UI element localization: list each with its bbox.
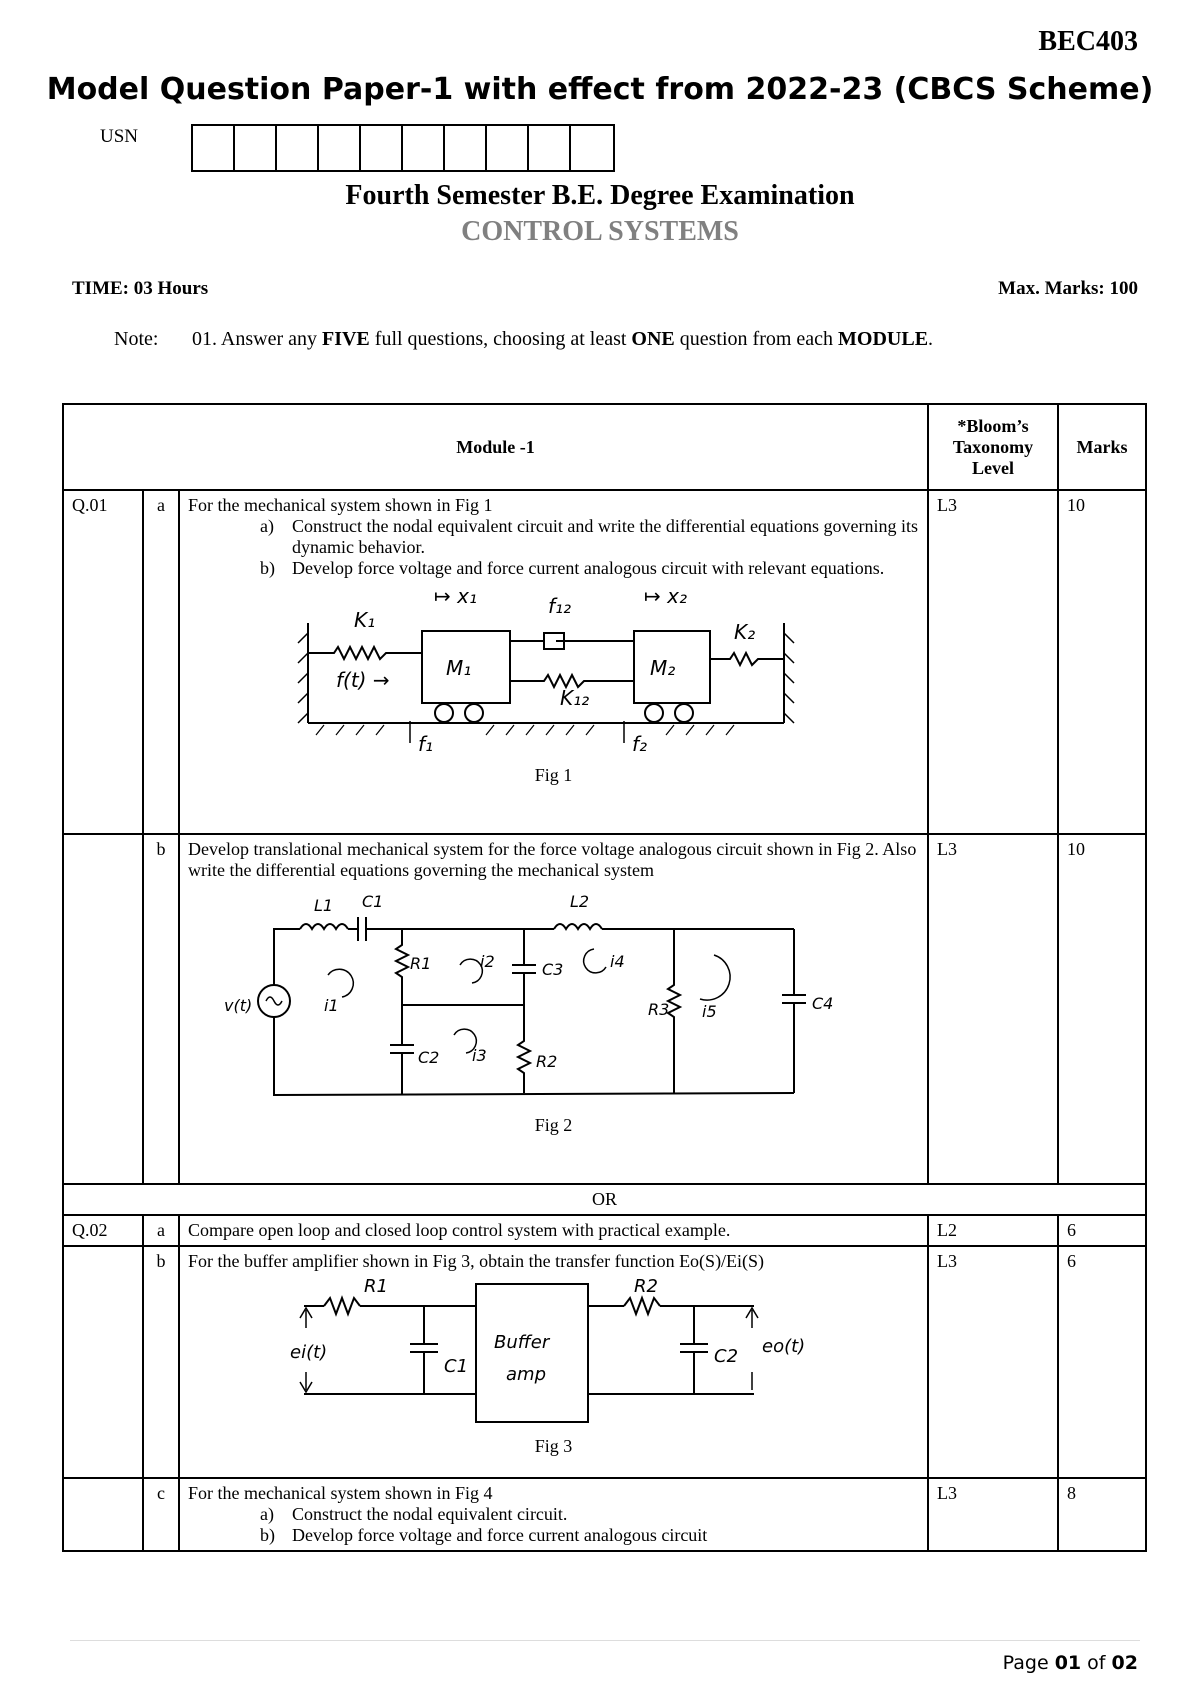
fig1-label: K₁₂ (559, 686, 589, 710)
sub-question: c (143, 1478, 179, 1551)
fig2-label: L2 (569, 892, 589, 911)
fig3-label: R1 (363, 1276, 388, 1297)
table-row (63, 490, 1146, 834)
fig1-label: M₂ (649, 656, 675, 680)
fig2-label: i5 (701, 1002, 717, 1021)
table-row (63, 1478, 1146, 1551)
fig2-label: R1 (409, 954, 431, 973)
course-code: BEC403 (1038, 26, 1138, 57)
fig3-label: Buffer (493, 1332, 549, 1353)
fig2-label: v(t) (223, 996, 252, 1015)
fig1-label: M₁ (445, 656, 471, 680)
fig3-label: C2 (713, 1346, 738, 1367)
table-row (63, 1215, 1146, 1246)
fig2-electrical-circuit (223, 885, 854, 1115)
table-row (63, 1246, 1146, 1478)
blooms-level: L2 (928, 1215, 1058, 1246)
fig1-label: ↦ x₂ (643, 584, 687, 608)
question-text: For the buffer amplifier shown in Fig 3, obtain the transfer function Eo(S)/Ei(S) R1 R2 C1 C2 ei(t) eo(t) Buffer amp Fig 3 (179, 1246, 928, 1478)
question-text: For the mechanical system shown in Fig 1 a) Construct the nodal equivalent circuit and write the differential equations governing its dynamic behavior. b) Develop force voltage and force current analogous circuit with relevant equations. ↦ x₁ ↦ x₂ K₁ f₁₂ K₂ M₁ M₂ f(t) → K₁₂ f₁ f₂ Fig 1 (179, 490, 928, 834)
question-text: Develop translational mechanical system for the force voltage analogous circuit shown in Fig 2. Also write the differential equations governing the mechanical system L1 C1 L2 R1 i2 C3 i4 R3 i5 C4 v(t) i1 C2 i3 R2 Fig 2 (179, 834, 928, 1184)
fig2-label: C2 (417, 1048, 439, 1067)
fig1-label: f(t) → (335, 668, 390, 692)
fig3-label: R2 (633, 1276, 658, 1297)
question-text: Compare open loop and closed loop control system with practical example. (179, 1215, 928, 1246)
max-marks: Max. Marks: 100 (998, 278, 1138, 299)
or-separator: OR (63, 1184, 1146, 1215)
subject-title: CONTROL SYSTEMS (461, 216, 739, 247)
fig2-label: i4 (609, 952, 625, 971)
table-header-row (63, 404, 1146, 490)
sub-question: a (143, 1215, 179, 1246)
exam-title: Fourth Semester B.E. Degree Examination (345, 180, 855, 211)
fig2-label: C1 (361, 892, 383, 911)
sub-question: b (143, 1246, 179, 1478)
fig2-label: L1 (313, 896, 333, 915)
fig2-label: C3 (541, 960, 563, 979)
note-label: Note: (114, 328, 159, 350)
blooms-level: L3 (928, 1246, 1058, 1478)
sub-question: a (143, 490, 179, 834)
sub-question: b (143, 834, 179, 1184)
usn-boxes[interactable] (191, 124, 615, 172)
blooms-level: L3 (928, 490, 1058, 834)
fig3-label: eo(t) (761, 1336, 805, 1357)
fig2-label: C4 (811, 994, 833, 1013)
fig2-label: R3 (647, 1000, 669, 1019)
fig1-label: f₁₂ (547, 594, 571, 618)
marks-value: 8 (1058, 1478, 1146, 1551)
fig1-label: f₁ (417, 732, 433, 756)
table-row (63, 834, 1146, 1184)
fig3-buffer-amplifier (284, 1276, 824, 1436)
question-number: Q.02 (63, 1215, 143, 1246)
fig2-label: i3 (471, 1046, 487, 1065)
fig-caption: Fig 1 (534, 765, 573, 785)
fig2-label: i1 (323, 996, 339, 1015)
or-row (63, 1184, 1146, 1215)
question-table (62, 403, 1147, 1552)
exam-time: TIME: 03 Hours (72, 278, 209, 299)
marks-value: 6 (1058, 1215, 1146, 1246)
footer-divider (70, 1640, 1140, 1641)
fig3-label: amp (505, 1364, 546, 1385)
fig3-label: ei(t) (289, 1342, 327, 1363)
fig1-label: f₂ (631, 732, 647, 756)
fig1-mechanical-system (294, 583, 814, 765)
fig1-label: ↦ x₁ (433, 584, 477, 608)
paper-title: Model Question Paper-1 with effect from 2022-23 (CBCS Scheme) (46, 72, 1154, 107)
marks-value: 10 (1058, 834, 1146, 1184)
usn-label: USN (100, 126, 139, 147)
fig2-label: i2 (479, 952, 495, 971)
question-text: For the mechanical system shown in Fig 4 a) Construct the nodal equivalent circuit. b) Develop force voltage and force current analogous circuit (179, 1478, 928, 1551)
marks-value: 10 (1058, 490, 1146, 834)
note-text: 01. Answer any FIVE full questions, choosing at least ONE question from each MODULE. (192, 328, 934, 350)
marks-value: 6 (1058, 1246, 1146, 1478)
module-heading: Module -1 (63, 404, 928, 490)
marks-heading: Marks (1058, 404, 1146, 490)
fig-caption: Fig 3 (534, 1436, 573, 1456)
blooms-heading: *Bloom’s Taxonomy Level (928, 404, 1058, 490)
fig3-label: C1 (443, 1356, 468, 1377)
question-number: Q.01 (63, 490, 143, 834)
fig1-label: K₁ (353, 608, 375, 632)
blooms-level: L3 (928, 1478, 1058, 1551)
blooms-level: L3 (928, 834, 1058, 1184)
fig2-label: R2 (535, 1052, 557, 1071)
fig-caption: Fig 2 (534, 1115, 573, 1135)
page-number: Page 01 of 02 (1002, 1652, 1138, 1674)
fig1-label: K₂ (733, 620, 755, 644)
